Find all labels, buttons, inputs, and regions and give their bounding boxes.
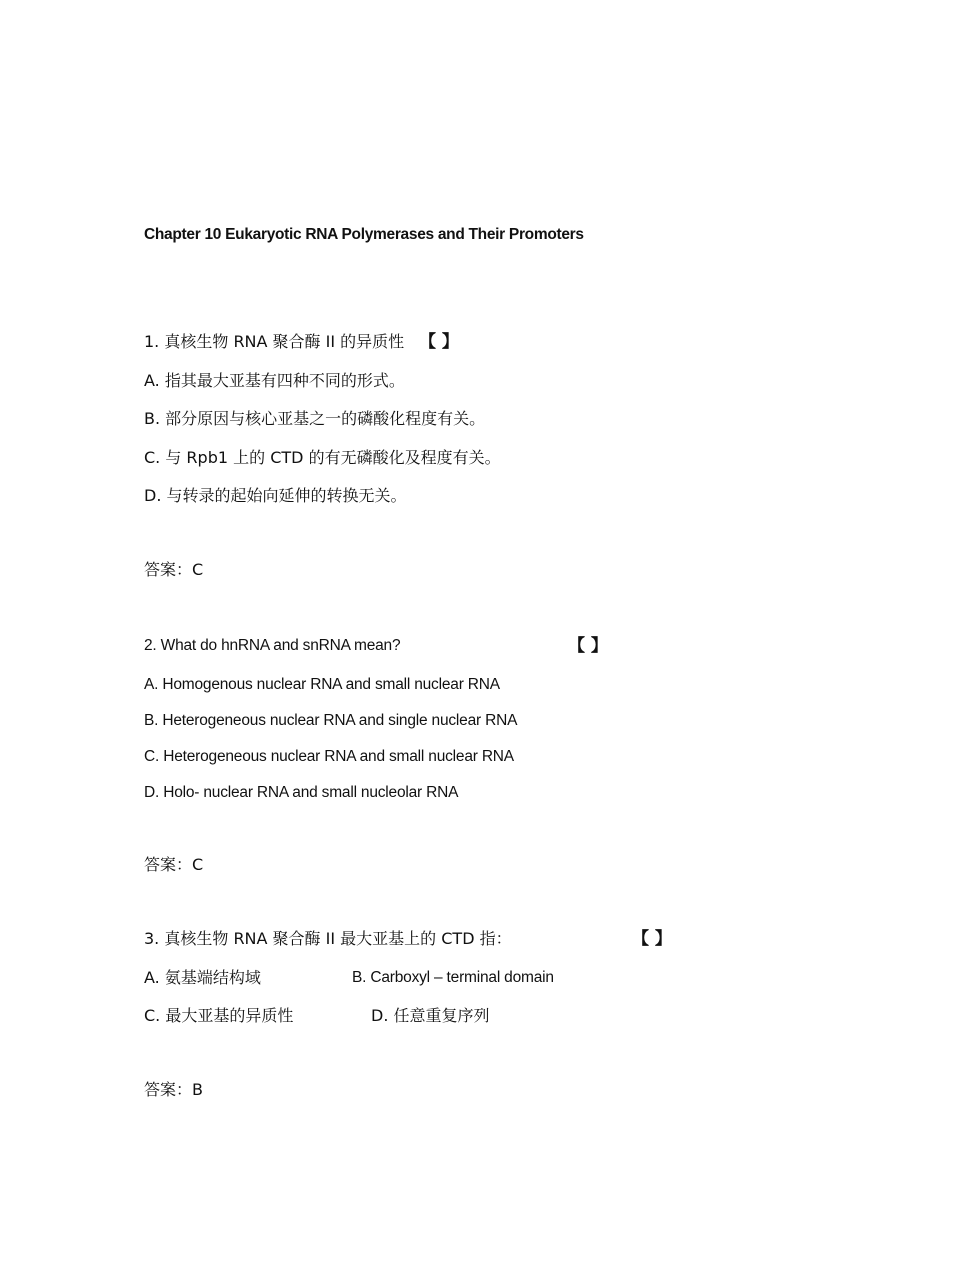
question-2-option-a: A. Homogenous nuclear RNA and small nuclear RNA (144, 676, 500, 693)
chapter-title: Chapter 10 Eukaryotic RNA Polymerases and Their Promoters (144, 226, 584, 243)
question-3-stem: 3. 真核生物 RNA 聚合酶 II 最大亚基上的 CTD 指： (144, 929, 512, 948)
question-1-answer: 答案：C (144, 560, 204, 579)
question-2-answer-bracket: 【 】 (568, 636, 608, 656)
question-1-option-a: A. 指其最大亚基有四种不同的形式。 (144, 371, 405, 390)
question-3-answer: 答案：B (144, 1080, 203, 1099)
question-1-option-d: D. 与转录的起始向延伸的转换无关。 (144, 486, 407, 505)
question-1-option-b: B. 部分原因与核心亚基之一的磷酸化程度有关。 (144, 409, 486, 428)
question-3-answer-bracket: 【 】 (632, 929, 672, 949)
question-2-option-b: B. Heterogeneous nuclear RNA and single nuclear RNA (144, 712, 518, 729)
question-3-option-b: B. Carboxyl – terminal domain (352, 969, 554, 986)
question-2-answer: 答案：C (144, 855, 204, 874)
question-1-answer-bracket: 【 】 (419, 332, 459, 352)
question-3-option-a: A. 氨基端结构域 (144, 968, 261, 987)
question-2-stem: 2. What do hnRNA and snRNA mean? (144, 637, 401, 654)
question-3-option-c: C. 最大亚基的异质性 (144, 1006, 294, 1025)
question-3-option-d: D. 任意重复序列 (371, 1006, 490, 1025)
question-2-option-c: C. Heterogeneous nuclear RNA and small nuclear RNA (144, 748, 514, 765)
question-1-stem: 1. 真核生物 RNA 聚合酶 II 的异质性 (144, 332, 405, 351)
question-1-option-c: C. 与 Rpb1 上的 CTD 的有无磷酸化及程度有关。 (144, 448, 501, 467)
question-2-option-d: D. Holo- nuclear RNA and small nucleolar RNA (144, 784, 459, 801)
